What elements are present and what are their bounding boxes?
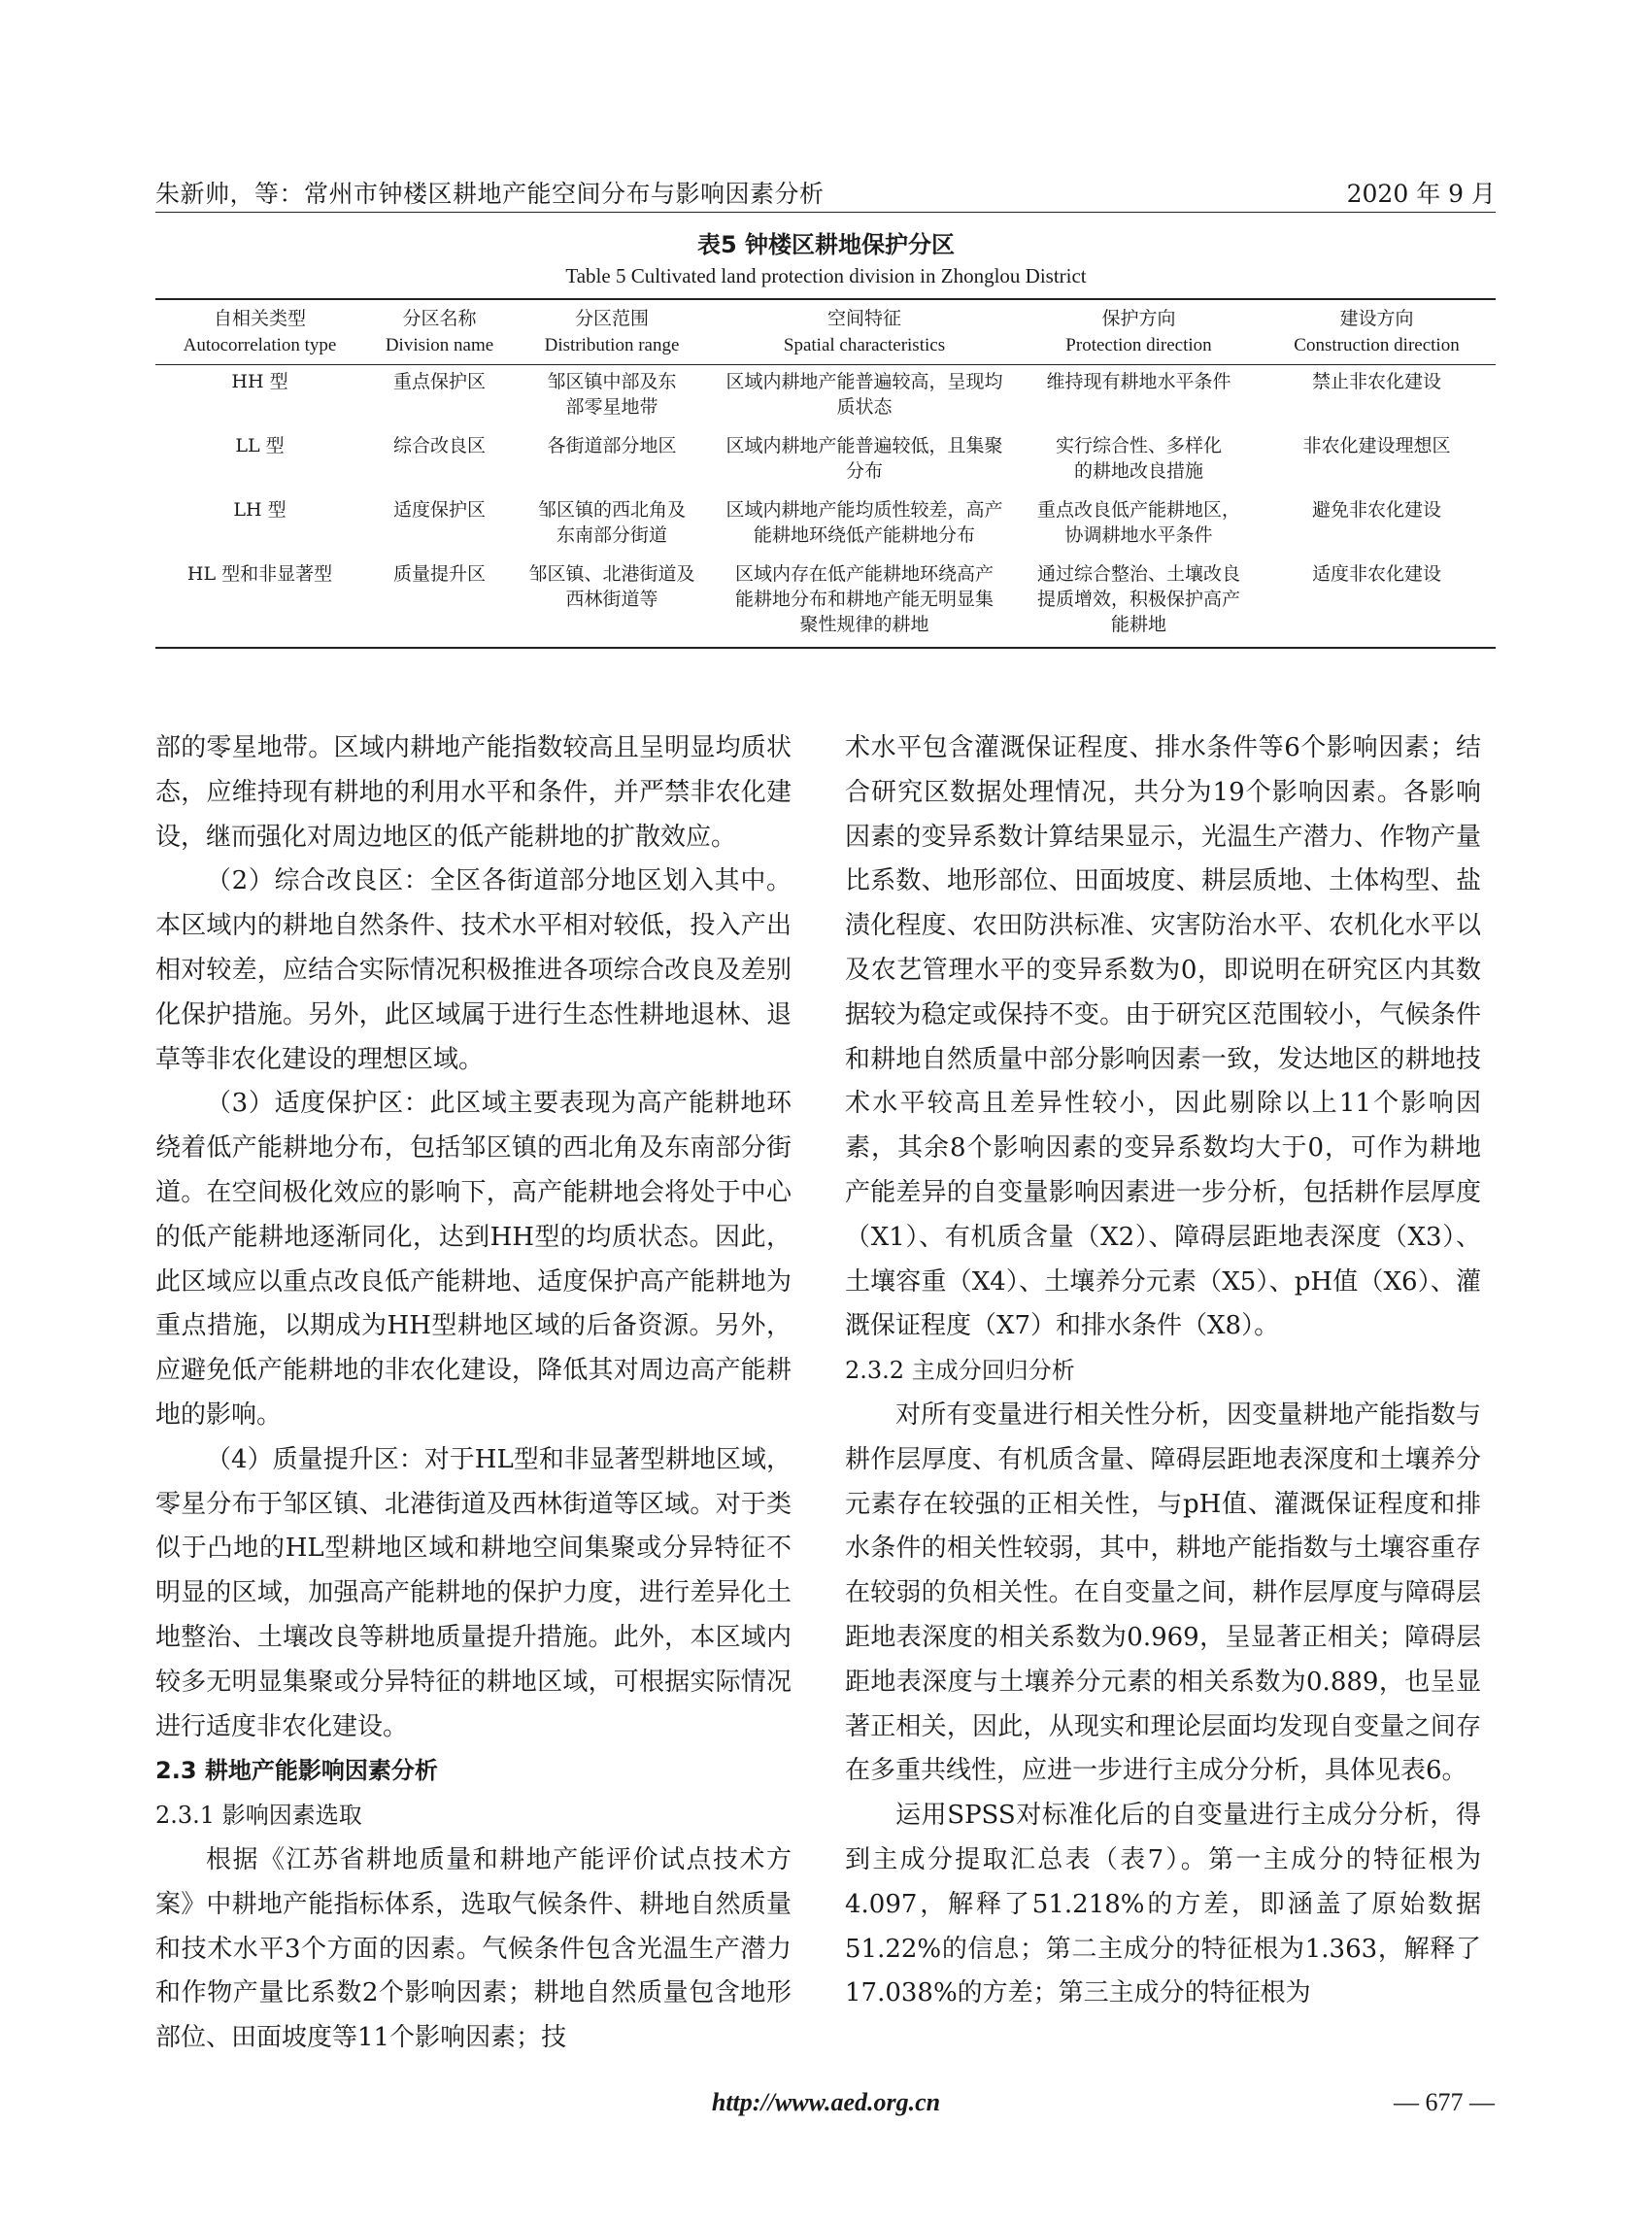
table-cell: HH 型 xyxy=(231,371,288,392)
table-caption-zh: 表5 钟楼区耕地保护分区 xyxy=(696,231,956,258)
table-cell: 非农化建设理想区 xyxy=(1302,435,1451,456)
protection-division-table xyxy=(155,298,1496,649)
column-header: 分区名称 Division name xyxy=(364,299,515,365)
table-cell: 区域内存在低产能耕地环绕高产能耕地分布和耕地产能无明显集聚性规律的耕地 xyxy=(734,563,994,635)
table-cell: 各街道部分地区 xyxy=(547,435,677,456)
table-row xyxy=(155,557,1496,648)
table-cell: 禁止非农化建设 xyxy=(1311,371,1441,392)
table-cell: 综合改良区 xyxy=(392,435,486,456)
header-authors-title: 朱新帅，等：常州市钟楼区耕地产能空间分布与影响因素分析 xyxy=(155,180,825,208)
running-header xyxy=(155,175,1496,210)
right-text-column xyxy=(845,726,1481,2016)
table-cell: 区域内耕地产能普遍较低，且集聚分布 xyxy=(725,435,1003,482)
table-cell: LL 型 xyxy=(235,435,285,456)
table-caption-en: Table 5 Cultivated land protection division in Zhonglou District xyxy=(565,264,1087,287)
left-text-column xyxy=(155,726,792,2061)
footer-url: http://www.aed.org.cn xyxy=(711,2088,941,2116)
table-cell: 实行综合性、多样化的耕地改良措施 xyxy=(1055,435,1222,482)
table-cell: 重点改良低产能耕地区，协调耕地水平条件 xyxy=(1036,499,1240,546)
header-date: 2020 年 9 月 xyxy=(1346,180,1496,208)
table-cell: 区域内耕地产能普遍较高，呈现均质状态 xyxy=(725,371,1003,418)
column-header: 自相关类型 Autocorrelation type xyxy=(155,299,364,365)
table-cell: 适度保护区 xyxy=(392,499,486,521)
paragraph: 部的零星地带。区域内耕地产能指数较高且呈明显均质状态，应维持现有耕地的利用水平和条件，并严禁非农化建设，继而强化对周边地区的低产能耕地的扩散效应。 xyxy=(155,733,792,852)
paragraph: 术水平包含灌溉保证程度、排水条件等6个影响因素；结合研究区数据处理情况，共分为19个影响因素。各影响因素的变异系数计算结果显示，光温生产潜力、作物产量比系数、地形部位、田面坡度、耕层质地、土体构型、盐渍化程度、农田防洪标准、灾害防治水平、农机化水平以及农艺管理水平的变异系数为0，即说明在研究区内其数据较为稳定或保持不变。由于研究区范围较小，气候条件和耕地自然质量中部分影响因素一致，发达地区的耕地技术水平较高且差异性较小，因此剔除以上11个影响因素，其余8个影响因素的变异系数均大于0，可作为耕地产能差异的自变量影响因素进一步分析，包括耕作层厚度（X1）、有机质含量（X2）、障碍层距地表深度（X3）、土壤容重（X4）、土壤养分元素（X5）、pH值（X6）、灌溉保证程度（X7）和排水条件（X8）。 xyxy=(845,733,1481,1341)
paragraph: 对所有变量进行相关性分析，因变量耕地产能指数与耕作层厚度、有机质含量、障碍层距地表深度和土壤养分元素存在较强的正相关性，与pH值、灌溉保证程度和排水条件的相关性较弱，其中，耕地产能指数与土壤容重存在较弱的负相关性。在自变量之间，耕作层厚度与障碍层距地表深度的相关系数为0.969，呈显著正相关；障碍层距地表深度与土壤养分元素的相关系数为0.889，也呈显著正相关，因此，从现实和理论层面均发现自变量之间存在多重共线性，应进一步进行主成分分析，具体见表6。 xyxy=(845,1400,1481,1786)
column-header: 分区范围 Distribution range xyxy=(515,299,709,365)
table-cell: 避免非农化建设 xyxy=(1311,499,1441,521)
table-cell: 邹区镇中部及东部零星地带 xyxy=(547,371,677,418)
subsection-heading: 2.3.1 影响因素选取 xyxy=(155,1802,362,1830)
table-cell: LH 型 xyxy=(233,499,287,521)
paragraph: （3）适度保护区：此区域主要表现为高产能耕地环绕着低产能耕地分布，包括邹区镇的西北角及东南部分街道。在空间极化效应的影响下，高产能耕地会将处于中心的低产能耕地逐渐同化，达到HH型的均质状态。因此，此区域应以重点改良低产能耕地、适度保护高产能耕地为重点措施，以期成为HH型耕地区域的后备资源。另外，应避免低产能耕地的非农化建设，降低其对周边高产能耕地的影响。 xyxy=(155,1089,792,1430)
table-cell: 适度非农化建设 xyxy=(1311,563,1441,585)
table-cell: 通过综合整治、土壤改良提质增效，积极保护高产能耕地 xyxy=(1036,563,1240,635)
table-cell: 邹区镇、北港街道及西林街道等 xyxy=(528,563,695,610)
column-header: 保护方向 Protection direction xyxy=(1020,299,1258,365)
table-row xyxy=(155,365,1496,430)
table-row xyxy=(155,429,1496,493)
column-header: 空间特征 Spatial characteristics xyxy=(709,299,1020,365)
table-header-row xyxy=(155,299,1496,365)
subsection-heading: 2.3.2 主成分回归分析 xyxy=(845,1357,1075,1385)
page-number: — 677 — xyxy=(1394,2088,1495,2116)
paragraph: （4）质量提升区：对于HL型和非显著型耕地区域，零星分布于邹区镇、北港街道及西林街道等区域。对于类似于凸地的HL型耕地区域和耕地空间集聚或分异特征不明显的区域，加强高产能耕地的保护力度，进行差异化土地整治、土壤改良等耕地质量提升措施。此外，本区域内较多无明显集聚或分异特征的耕地区域，可根据实际情况进行适度非农化建设。 xyxy=(155,1444,792,1741)
header-rule xyxy=(155,212,1496,213)
table-cell: 区域内耕地产能均质性较差，高产能耕地环绕低产能耕地分布 xyxy=(725,499,1003,546)
table-cell: HL 型和非显著型 xyxy=(186,563,333,585)
paragraph: 根据《江苏省耕地质量和耕地产能评价试点技术方案》中耕地产能指标体系，选取气候条件、耕地自然质量和技术水平3个方面的因素。气候条件包含光温生产潜力和作物产量比系数2个影响因素；耕地自然质量包含地形部位、田面坡度等11个影响因素；技 xyxy=(155,1844,792,2053)
table-cell: 邹区镇的西北角及东南部分街道 xyxy=(537,499,686,546)
table-row xyxy=(155,493,1496,557)
table-cell: 维持现有耕地水平条件 xyxy=(1046,371,1231,392)
section-heading: 2.3 耕地产能影响因素分析 xyxy=(155,1757,438,1785)
column-header: 建设方向 Construction direction xyxy=(1258,299,1496,365)
paragraph: （2）综合改良区：全区各街道部分地区划入其中。本区域内的耕地自然条件、技术水平相对较低，投入产出相对较差，应结合实际情况积极推进各项综合改良及差别化保护措施。另外，此区域属于进行生态性耕地退林、退草等非农化建设的理想区域。 xyxy=(155,866,792,1074)
paragraph: 运用SPSS对标准化后的自变量进行主成分分析，得到主成分提取汇总表（表7）。第一主成分的特征根为4.097，解释了51.218%的方差，即涵盖了原始数据51.22%的信息；第二主成分的特征根为1.363，解释了17.038%的方差；第三主成分的特征根为 xyxy=(845,1801,1481,2008)
table-cell: 重点保护区 xyxy=(392,371,486,392)
table-cell: 质量提升区 xyxy=(392,563,486,585)
